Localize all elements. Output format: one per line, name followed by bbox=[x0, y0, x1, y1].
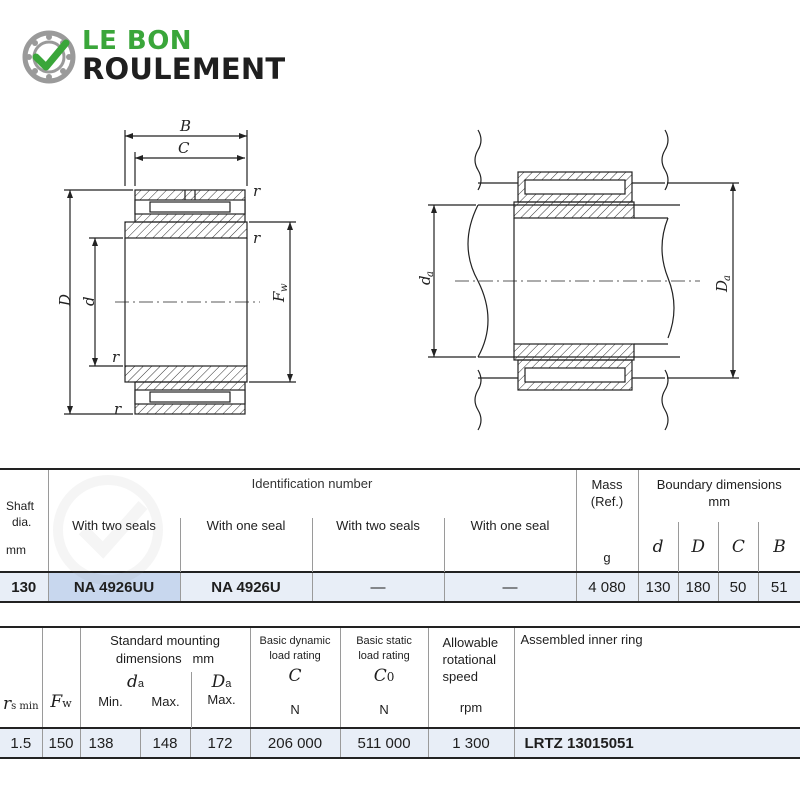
mass-label: Mass bbox=[591, 477, 623, 492]
label-Da: D bbox=[713, 279, 731, 292]
label-Da-sub: a bbox=[722, 275, 733, 281]
dynamic-label-2: load rating bbox=[269, 650, 321, 662]
label-r: r bbox=[112, 348, 120, 366]
sub-header-one-seal-2: With one seal bbox=[444, 518, 576, 572]
cell-id2: NA 4926U bbox=[180, 572, 312, 602]
label-d: d bbox=[80, 296, 98, 306]
identification-title: Identification number bbox=[251, 476, 373, 491]
fw-header bbox=[42, 628, 80, 728]
boundary-title: Boundary dimensions bbox=[656, 477, 782, 492]
cell-id3: — bbox=[312, 572, 444, 602]
cell-D: 180 bbox=[678, 572, 718, 602]
bearing-check-icon bbox=[22, 30, 76, 84]
symbol-B: B bbox=[758, 522, 800, 572]
fw-symbol: F bbox=[50, 692, 63, 712]
da-min-label: Min. bbox=[98, 694, 123, 709]
sub-header-two-seals: With two seals bbox=[72, 518, 156, 533]
speed-label-2: rotational bbox=[442, 652, 496, 667]
mounting-title-1: Standard mounting bbox=[110, 633, 220, 648]
static-label-2: load rating bbox=[358, 650, 410, 662]
bearing-section-drawing bbox=[40, 110, 320, 430]
rs-header bbox=[0, 628, 42, 728]
cell-id1[interactable]: NA 4926UU bbox=[48, 572, 180, 602]
mass-header bbox=[576, 470, 638, 572]
static-label-1: Basic static bbox=[356, 635, 412, 647]
sub-header-one-seal: With one seal bbox=[180, 518, 312, 572]
cell-shaft: 130 bbox=[0, 572, 48, 602]
cell-inner-ring: LRTZ 13015051 bbox=[514, 728, 800, 758]
speed-label-1: Allowable bbox=[442, 635, 499, 650]
symbol-C: C bbox=[718, 522, 758, 572]
label-r: r bbox=[253, 229, 261, 247]
shaft-dia-label-2: dia. bbox=[12, 515, 32, 529]
Da-sub: a bbox=[225, 678, 232, 690]
dynamic-symbol: C bbox=[288, 666, 302, 686]
dynamic-header bbox=[250, 628, 340, 728]
static-header bbox=[340, 628, 428, 728]
watermark-logo bbox=[48, 470, 188, 590]
label-Fw-sub: w bbox=[279, 283, 290, 292]
speed-unit: rpm bbox=[459, 700, 483, 715]
cell-B: 51 bbox=[758, 572, 800, 602]
mounting-unit: mm bbox=[192, 651, 215, 666]
fw-sub: w bbox=[62, 697, 72, 710]
cell-static: 511 000 bbox=[340, 728, 428, 758]
mounting-title-2: dimensions bbox=[115, 651, 182, 666]
logo-line2: ROULEMENT bbox=[82, 52, 286, 86]
mass-unit: g bbox=[603, 550, 611, 565]
inner-ring-header: Assembled inner ring bbox=[520, 632, 643, 647]
cell-speed: 1 300 bbox=[428, 728, 514, 758]
label-D: D bbox=[56, 293, 74, 306]
cell-mass: 4 080 bbox=[576, 572, 638, 602]
static-symbol: C bbox=[373, 666, 387, 686]
dynamic-unit: N bbox=[290, 702, 300, 717]
mounting-drawing bbox=[410, 125, 750, 435]
symbol-d: d bbox=[652, 537, 664, 557]
cell-rs: 1.5 bbox=[0, 728, 42, 758]
Da-symbol: D bbox=[211, 672, 226, 692]
table-row bbox=[0, 728, 800, 758]
label-B: B bbox=[180, 117, 192, 135]
shaft-header bbox=[0, 470, 48, 572]
label-Fw: F bbox=[270, 291, 288, 302]
symbol-D: D bbox=[678, 522, 718, 572]
boundary-symbols bbox=[639, 522, 800, 572]
cell-d: 130 bbox=[638, 572, 678, 602]
mass-ref: (Ref.) bbox=[590, 494, 624, 509]
speed-header bbox=[428, 628, 514, 728]
logo-line1: LE BON bbox=[82, 26, 193, 56]
cell-da-max: 148 bbox=[140, 728, 190, 758]
da-symbol: d bbox=[126, 672, 138, 692]
mounting-header bbox=[80, 628, 250, 728]
mounting-table bbox=[0, 626, 800, 759]
da-max-label: Max. bbox=[151, 694, 180, 709]
speed-label-3: speed bbox=[442, 669, 478, 684]
cell-Da-max: 172 bbox=[190, 728, 250, 758]
static-unit: N bbox=[379, 702, 389, 717]
da-sub: a bbox=[137, 678, 144, 690]
dynamic-label-1: Basic dynamic bbox=[259, 635, 331, 647]
Da-max-label: Max. bbox=[207, 692, 236, 707]
rs-symbol: r bbox=[2, 694, 12, 714]
shaft-unit: mm bbox=[6, 543, 26, 557]
sub-header-two-seals-2: With two seals bbox=[312, 518, 444, 572]
static-sub: 0 bbox=[386, 670, 395, 684]
rs-sub: s min bbox=[11, 701, 39, 712]
cell-C: 50 bbox=[718, 572, 758, 602]
boundary-header bbox=[638, 470, 800, 572]
label-da-sub: a bbox=[425, 271, 436, 277]
label-r: r bbox=[253, 182, 261, 200]
boundary-unit: mm bbox=[708, 494, 731, 509]
cell-id4: — bbox=[444, 572, 576, 602]
cell-dynamic: 206 000 bbox=[250, 728, 340, 758]
cell-fw: 150 bbox=[42, 728, 80, 758]
label-da: d bbox=[416, 275, 434, 285]
label-C: C bbox=[178, 139, 190, 157]
shaft-dia-label-1: Shaft bbox=[6, 499, 35, 513]
cell-da-min: 138 bbox=[80, 728, 140, 758]
label-r: r bbox=[114, 400, 122, 418]
